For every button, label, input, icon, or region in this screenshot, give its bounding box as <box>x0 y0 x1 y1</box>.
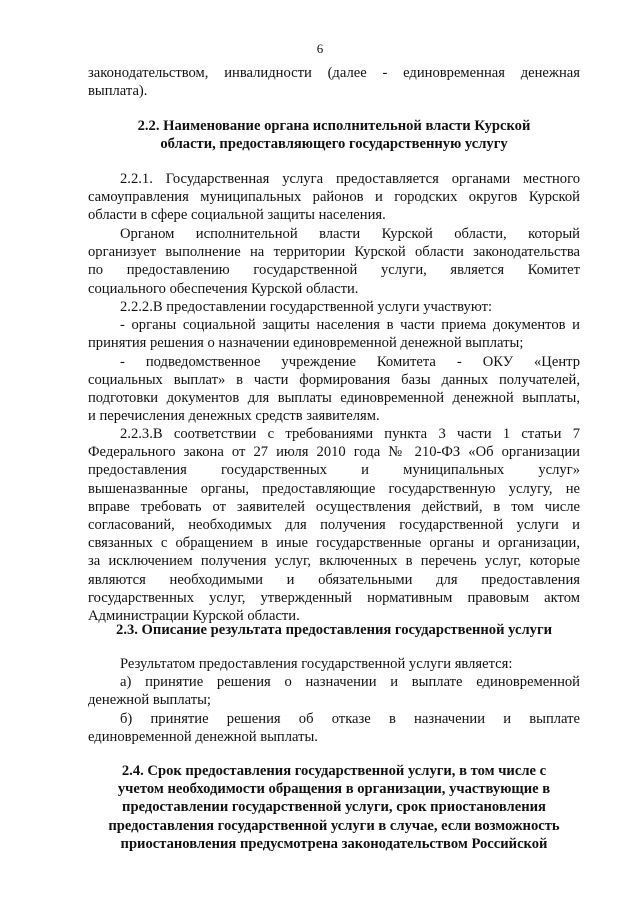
text-line: Администрации Курской области. <box>88 608 300 625</box>
list-item-line: - подведомственное учреждение Комитета - ОКУ «Центр <box>120 353 580 370</box>
paragraph-2-2-2 <box>88 298 580 425</box>
paragraph-2-2-3 <box>88 425 580 625</box>
text-line: Результатом предоставления государственной услуги является: <box>120 656 513 672</box>
list-item-line: единовременной денежной выплаты. <box>88 728 318 745</box>
list-item-line: социальных выплат» в части формирования базы данных получателей, <box>88 371 580 388</box>
text-line: Федерального закона от 27 июля 2010 года № 210-ФЗ «Об организации <box>88 444 580 461</box>
paragraph-2-3 <box>88 655 580 746</box>
text-line: 2.2.1. Государственная услуга предоставляется органами местного <box>120 171 580 187</box>
heading-line: 2.2. Наименование органа исполнительной власти Курской <box>137 118 531 134</box>
text-line: вышеназванные органы, предоставляющие государственную услугу, не <box>88 480 580 497</box>
heading-line: области, предоставляющего государственную услугу <box>160 136 508 153</box>
heading-line: предоставлении государственной услуги, срок приостановления <box>122 799 546 816</box>
section-heading-2-4 <box>88 762 580 853</box>
text-line: являются необходимыми и обязательными для предоставления <box>88 571 580 588</box>
text-line: социального обеспечения Курской области. <box>88 280 359 297</box>
list-item-line: б) принятие решения об отказе в назначении и выплате <box>120 710 580 727</box>
text-line: предоставления государственных и муниципальных услуг» <box>88 462 580 479</box>
heading-line: приостановления предусмотрена законодательством Российской <box>120 835 548 852</box>
text-line: законодательством, инвалидности (далее - единовременная денежная <box>88 65 580 81</box>
text-line: государственных услуг, утвержденный нормативным правовым актом <box>88 589 580 606</box>
list-item-line: а) принятие решения о назначении и выплате единовременной <box>120 674 580 691</box>
page-number: 6 <box>316 41 324 56</box>
list-item-line: принятия решения о назначении единовременной денежной выплаты; <box>88 335 524 352</box>
text-line: связанных с обращением в иные государственные органы и организации, <box>88 535 580 552</box>
list-item-line: подготовки документов для выплаты единовременной денежной выплаты, <box>88 390 580 407</box>
text-line: за исключением получения услуг, включенных в перечень услуг, которые <box>88 553 580 570</box>
list-item-line: и перечисления денежных средств заявителям. <box>88 408 380 425</box>
paragraph-organ <box>88 225 580 298</box>
heading-line: 2.4. Срок предоставления государственной услуги, в том числе с <box>121 763 547 779</box>
list-item-line: - органы социальной защиты населения в части приема документов и <box>120 317 580 334</box>
paragraph-2-2-1 <box>88 170 580 225</box>
text-line: выплата). <box>88 83 148 100</box>
text-line: самоуправления муниципальных районов и городских округов Курской <box>88 189 580 206</box>
section-heading-2-3 <box>88 621 580 639</box>
text-line: по предоставлению государственной услуги, является Комитет <box>88 262 580 279</box>
text-line: 2.2.2.В предоставлении государственной услуги участвуют: <box>120 299 492 315</box>
heading-line: предоставления государственной услуги в случае, если возможность <box>108 817 560 834</box>
section-heading-2-2 <box>88 117 580 153</box>
intro-paragraph <box>88 64 580 100</box>
text-line: Органом исполнительной власти Курской области, который <box>120 226 580 242</box>
list-item-line: денежной выплаты; <box>88 692 211 709</box>
heading-line: 2.3. Описание результата предоставления государственной услуги <box>116 622 552 638</box>
text-line: вправе требовать от заявителей осуществления действий, в том числе <box>88 498 580 515</box>
text-line: согласований, необходимых для получения государственной услуги и <box>88 517 580 534</box>
text-line: организует выполнение на территории Курской области законодательства <box>88 244 580 261</box>
text-line: области в сфере социальной защиты населения. <box>88 207 386 224</box>
text-line: 2.2.3.В соответствии с требованиями пункта 3 части 1 статьи 7 <box>120 426 580 442</box>
heading-line: учетом необходимости обращения в организации, участвующие в <box>117 781 551 798</box>
